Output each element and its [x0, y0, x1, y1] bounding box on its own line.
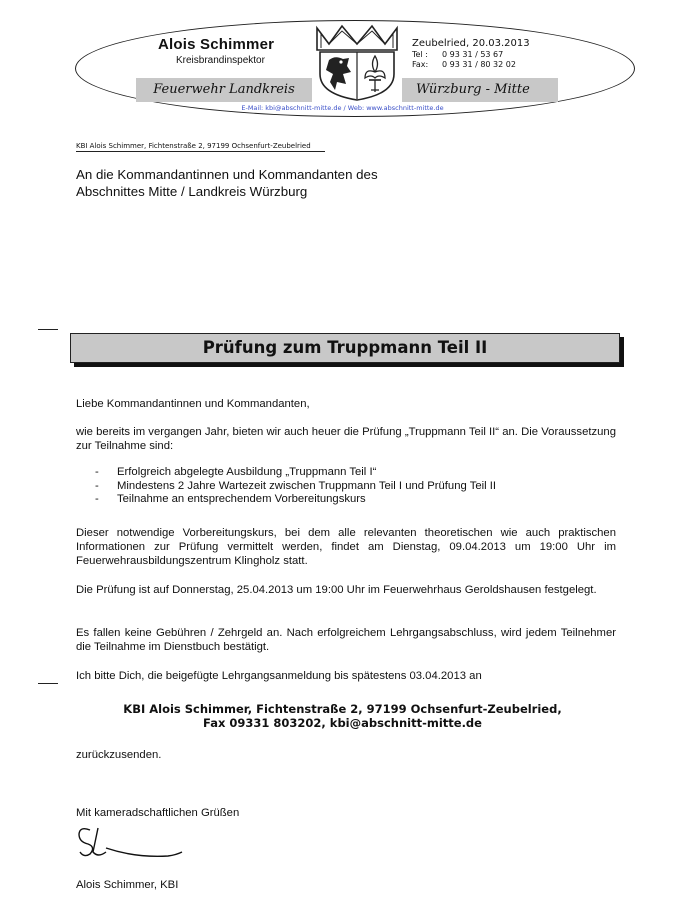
salutation: Liebe Kommandantinnen und Kommandanten, — [76, 398, 310, 410]
banner-left: Feuerwehr Landkreis — [136, 78, 312, 102]
telephone-label: Tel : — [412, 50, 428, 59]
list-item: - Erfolgreich abgelegte Ausbildung „Truppmann Teil I“ — [95, 466, 377, 478]
telephone-value: 0 93 31 / 53 67 — [442, 50, 504, 59]
fax-value: 0 93 31 / 80 32 02 — [442, 60, 516, 69]
closing-greeting: Mit kameradschaftlichen Grüßen — [76, 807, 240, 819]
return-address-line-1: KBI Alois Schimmer, Fichtenstraße 2, 97199 Ochsenfurt-Zeubelried, — [123, 702, 562, 716]
requirements-list — [95, 466, 496, 507]
request-paragraph: Ich bitte Dich, die beigefügte Lehrgangsanmeldung bis spätestens 03.04.2013 an — [76, 670, 482, 682]
list-item: - Mindestens 2 Jahre Wartezeit zwischen Truppmann Teil I und Prüfung Teil II — [95, 479, 497, 492]
fees-paragraph: Es fallen keine Gebühren / Zehrgeld an. Nach erfolgreichem Lehrgangsabschluss, wird jedem Teilnehmer die Teilnahme im Dienstbuch bestätigt. — [76, 627, 616, 653]
return-instruction: zurückzusenden. — [76, 749, 162, 761]
sender-return-line: KBI Alois Schimmer, Fichtenstraße 2, 97199 Ochsenfurt-Zeubelried — [76, 142, 325, 152]
letterhead-role: Kreisbrandinspektor — [176, 55, 265, 66]
list-item: - Teilnahme an entsprechendem Vorbereitungskurs — [95, 493, 366, 505]
recipient-address — [76, 166, 378, 200]
handwritten-signature — [76, 822, 186, 864]
signatory-name: Alois Schimmer, KBI — [76, 879, 179, 891]
fax-line — [412, 60, 516, 69]
intro-paragraph: wie bereits im vergangen Jahr, bieten wir auch heuer die Prüfung „Truppmann Teil II“ an. Die Voraussetzung zur Teilnahme sind: — [76, 426, 616, 452]
coat-of-arms-icon — [313, 22, 401, 102]
letterhead-name: Alois Schimmer — [158, 36, 275, 53]
return-address-block — [0, 702, 685, 730]
letter-date: Zeubelried, 20.03.2013 — [412, 38, 530, 49]
fax-label: Fax: — [412, 60, 429, 69]
document-title: Prüfung zum Truppmann Teil II — [70, 333, 620, 363]
recipient-line-2: Abschnittes Mitte / Landkreis Würzburg — [76, 184, 308, 199]
email-web-line: E-Mail: kbi@abschnitt-mitte.de / Web: www.abschnitt-mitte.de — [241, 104, 444, 112]
fold-mark-bottom — [38, 683, 58, 684]
recipient-line-1: An die Kommandantinnen und Kommandanten des — [76, 167, 378, 182]
exam-paragraph: Die Prüfung ist auf Donnerstag, 25.04.2013 um 19:00 Uhr im Feuerwehrhaus Geroldshausen festgelegt. — [76, 584, 597, 596]
fold-mark-top — [38, 329, 58, 330]
course-paragraph: Dieser notwendige Vorbereitungskurs, bei dem alle relevanten theoretischen wie auch praktischen Informationen zur Prüfung vermittelt werden, findet am Dienstag, 09.04.2013 um 19:00 Uhr im Feuerwehrausbildungszentrum Klingholz statt. — [76, 527, 616, 567]
banner-right: Würzburg - Mitte — [402, 78, 558, 102]
telephone-line — [412, 50, 503, 59]
return-address-line-2: Fax 09331 803202, kbi@abschnitt-mitte.de — [203, 716, 482, 730]
